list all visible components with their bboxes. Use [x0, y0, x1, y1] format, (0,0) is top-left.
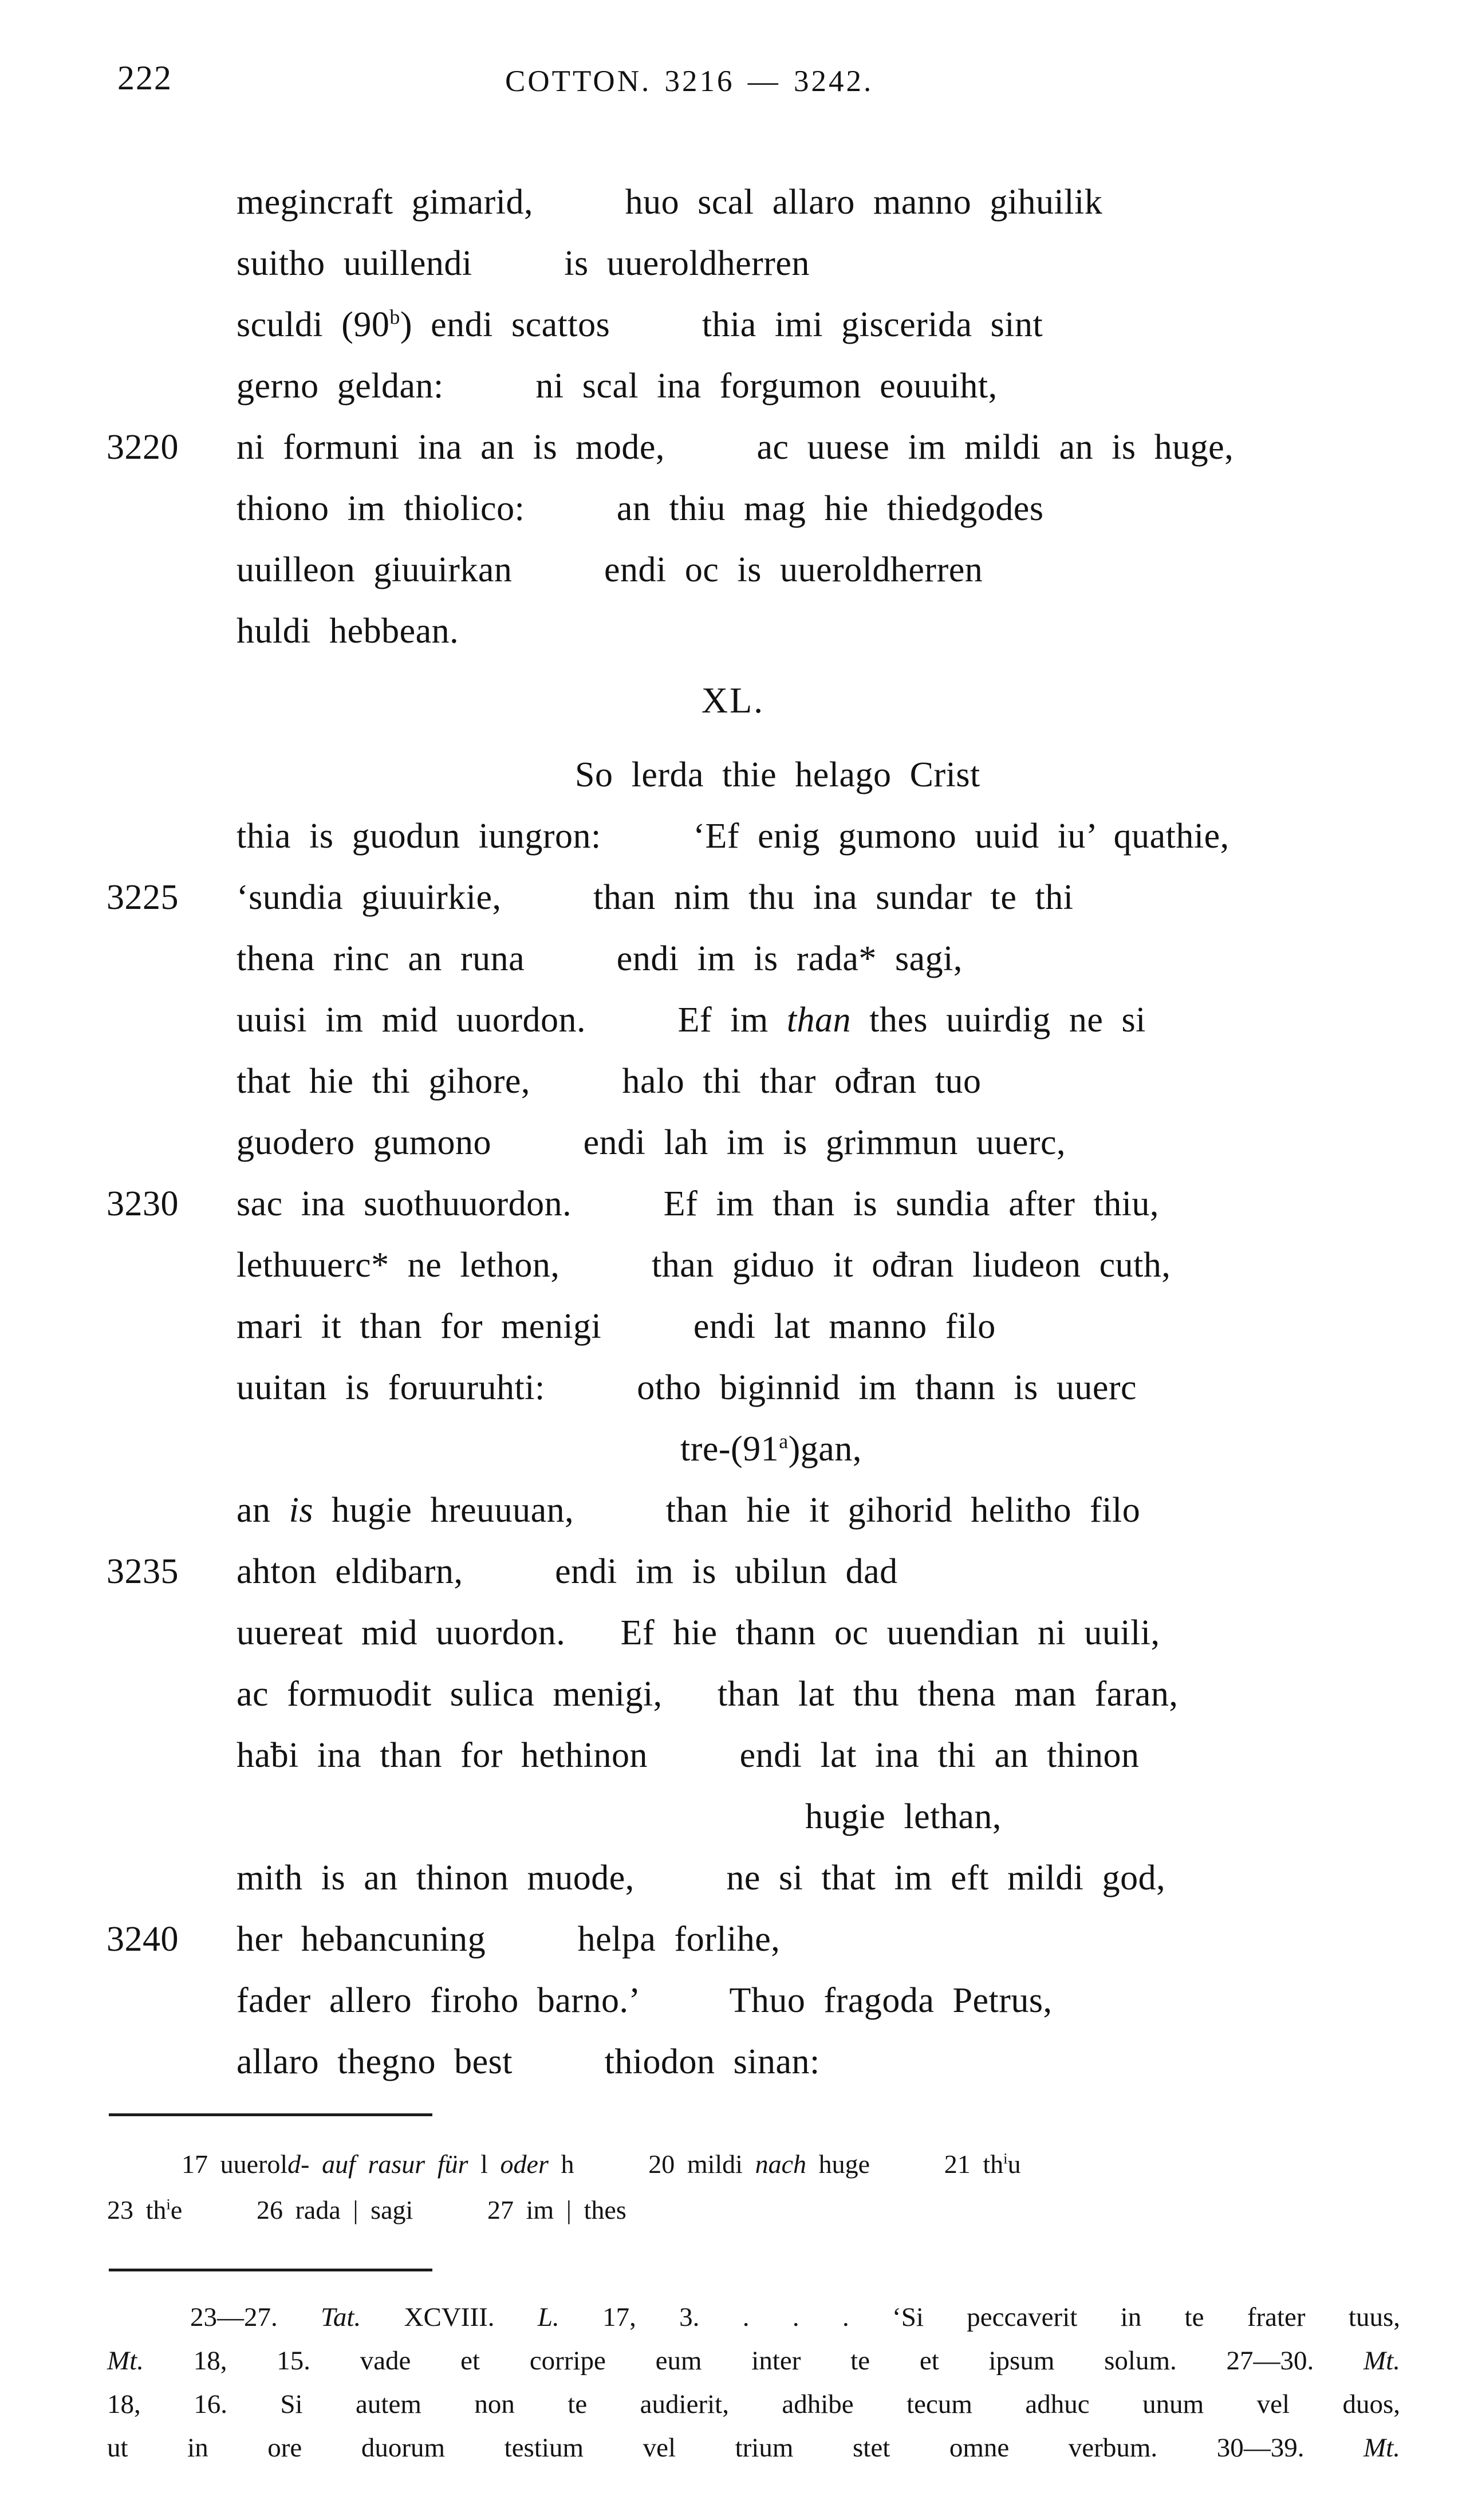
- verse-line-number: 3235: [107, 1552, 179, 1591]
- verse-line-text: [237, 1970, 1052, 2031]
- superscript-text: a: [779, 1430, 789, 1453]
- text-run: sac ina suothuuordon. Ef im than is sundia after thiu,: [237, 1184, 1159, 1223]
- text-run: 23 th: [107, 2195, 167, 2224]
- superscript-text: i: [1003, 2149, 1008, 2167]
- verse-line-text: [237, 1357, 1137, 1419]
- text-run: 17, 3. . . . ‘Si peccaverit in te frater tuus,: [559, 2302, 1400, 2332]
- verse-line: [0, 540, 1466, 601]
- text-run: thena rinc an runa endi im is rada* sagi,: [237, 939, 963, 978]
- verse-line: [0, 1848, 1466, 1909]
- text-run: sculdi (90: [237, 305, 390, 344]
- text-run: thia is guodun iungron: ‘Ef enig gumono uuid iu’ quathie,: [237, 817, 1229, 856]
- text-run: XCVIII.: [361, 2302, 538, 2332]
- text-run: 23—27.: [190, 2302, 321, 2332]
- verse-line: [0, 745, 1466, 806]
- verse-line: [0, 417, 1466, 478]
- verse-line-text: [237, 1235, 1171, 1296]
- verse-line-text: [680, 1419, 862, 1480]
- text-run: ac formuodit sulica menigi, than lat thu thena man faran,: [237, 1675, 1179, 1714]
- verse-line-number: 3230: [107, 1184, 179, 1223]
- sources-separator-rule: [109, 2269, 432, 2271]
- source-notes: [107, 2295, 1400, 2470]
- text-run: 17 uuerol: [182, 2149, 288, 2179]
- verse-line-text: [237, 1602, 1160, 1664]
- text-run: 18, 15. vade et corripe eum inter te et ipsum solum. 27—30.: [143, 2346, 1364, 2376]
- verse-line-text: [237, 1112, 1066, 1174]
- verse-line: [0, 2031, 1466, 2093]
- text-run: thes uuirdig ne si: [851, 1001, 1146, 1040]
- source-note-line: [107, 2339, 1400, 2383]
- text-run: haƀi ina than for hethinon endi lat ina thi an thinon: [237, 1736, 1140, 1775]
- verse-line-text: [237, 1174, 1159, 1235]
- verse-line-text: [575, 745, 980, 806]
- verse-line-text: [237, 233, 810, 294]
- verse-line-text: [237, 1051, 981, 1112]
- verse-line-text: [237, 928, 963, 990]
- text-run: e 26 rada | sagi 27 im | thes: [170, 2195, 626, 2224]
- text-run: mari it than for menigi endi lat manno filo: [237, 1307, 996, 1346]
- superscript-text: i: [166, 2195, 171, 2213]
- text-run: uuisi im mid uuordon. Ef im: [237, 1001, 787, 1040]
- verse-line-number: 3240: [107, 1920, 179, 1959]
- verse-line-text: [237, 601, 459, 662]
- verse-line: [0, 233, 1466, 294]
- verse-line-text: [237, 1296, 996, 1357]
- verse-line-text: [237, 1909, 780, 1970]
- source-note-line: [107, 2426, 1400, 2470]
- italic-text: L.: [537, 2302, 559, 2332]
- verse-line: [0, 601, 1466, 662]
- verse-line-text: [237, 356, 998, 417]
- running-header: [0, 0, 1466, 104]
- text-run: that hie thi gihore, halo thi thar ođran tuo: [237, 1062, 982, 1101]
- verse-line: [0, 1174, 1466, 1235]
- text-run: huge 21 th: [806, 2149, 1004, 2179]
- apparatus-notes: [0, 2141, 1466, 2233]
- verse-line: [0, 806, 1466, 867]
- verse-line: [0, 1909, 1466, 1970]
- verse-line: [0, 1235, 1466, 1296]
- verse-line: [0, 1480, 1466, 1541]
- verse-line: [0, 1112, 1466, 1174]
- verse-line: [0, 1296, 1466, 1357]
- verse-line-text: [237, 806, 1229, 867]
- verse-line: [0, 172, 1466, 233]
- text-run: ut in ore duorum testium vel trium stet omne verbum. 30—39.: [107, 2433, 1364, 2463]
- verse-line: [0, 1357, 1466, 1419]
- verse-line: [0, 1725, 1466, 1786]
- verse-line: [0, 1051, 1466, 1112]
- running-head-title: COTTON. 3216 — 3242.: [505, 65, 874, 98]
- verse-line-text: [237, 1541, 898, 1602]
- verse-line: [0, 1970, 1466, 2031]
- italic-text: d: [287, 2149, 301, 2179]
- text-run: gerno geldan: ni scal ina forgumon eouuiht,: [237, 367, 998, 405]
- italic-text: Mt.: [107, 2346, 144, 2376]
- verse-line-text: [237, 990, 1146, 1051]
- text-run: ) endi scattos thia imi giscerida sint: [400, 305, 1043, 344]
- source-note-line: [107, 2295, 1400, 2339]
- text-run: )gan,: [788, 1430, 862, 1468]
- verse-line: [0, 294, 1466, 356]
- text-run: thiono im thiolico: an thiu mag hie thiedgodes: [237, 489, 1044, 528]
- italic-text: Tat.: [321, 2302, 361, 2332]
- italic-text: is: [289, 1491, 313, 1530]
- text-run: uuitan is foruuruhti: otho biginnid im thann is uuerc: [237, 1368, 1137, 1407]
- text-run: 18, 16. Si autem non te audierit, adhibe tecum adhuc unum vel duos,: [107, 2389, 1400, 2419]
- verse-line-number: 3225: [107, 878, 179, 917]
- page-number: 222: [117, 59, 172, 97]
- text-run: an: [237, 1491, 289, 1530]
- verse-line-text: [237, 1664, 1178, 1725]
- verse-line-text: [237, 417, 1234, 478]
- italic-text: oder: [500, 2149, 549, 2179]
- text-run: guodero gumono endi lah im is grimmun uuerc,: [237, 1123, 1066, 1162]
- text-run: ‘sundia giuuirkie, than nim thu ina sundar te thi: [237, 878, 1074, 917]
- text-run: So lerda thie helago Crist: [575, 755, 980, 794]
- text-run: huldi hebbean.: [237, 612, 459, 651]
- italic-text: nach: [755, 2149, 806, 2179]
- section-heading: XL.: [701, 680, 765, 720]
- verse-line: [0, 1664, 1466, 1725]
- text-run: h 20 mildi: [548, 2149, 755, 2179]
- apparatus-line: [107, 2141, 1397, 2187]
- verse-line: [0, 990, 1466, 1051]
- superscript-text: b: [389, 305, 400, 329]
- verse-block-1: [0, 172, 1466, 662]
- italic-text: Mt.: [1363, 2346, 1400, 2376]
- verse-line-text: [237, 1848, 1165, 1909]
- verse-line: [0, 1602, 1466, 1664]
- verse-line-number: 3220: [107, 428, 179, 467]
- verse-line-text: [805, 1786, 1002, 1848]
- verse-line: [0, 356, 1466, 417]
- verse-line-text: [237, 2031, 820, 2093]
- verse-line-text: [237, 172, 1102, 233]
- verse-line: [0, 1786, 1466, 1848]
- text-run: mith is an thinon muode, ne si that im eft mildi god,: [237, 1858, 1166, 1897]
- text-run: u: [1007, 2149, 1021, 2179]
- source-note-line: [107, 2383, 1400, 2426]
- verse-line: [0, 928, 1466, 990]
- text-run: -: [301, 2149, 322, 2179]
- text-run: suitho uuillendi is uueroldherren: [237, 244, 810, 283]
- verse-line-text: [237, 294, 1043, 356]
- verse-line-text: [237, 540, 983, 601]
- text-run: hugie hreuuuan, than hie it gihorid helitho filo: [313, 1491, 1141, 1530]
- verse-block-2: [0, 745, 1466, 2093]
- text-run: uuilleon giuuirkan endi oc is uueroldherren: [237, 550, 983, 589]
- apparatus-separator-rule: [109, 2113, 432, 2116]
- italic-text: than: [786, 1001, 852, 1040]
- verse-line: [0, 1541, 1466, 1602]
- text-run: l: [468, 2149, 501, 2179]
- verse-line: [0, 867, 1466, 928]
- apparatus-line: [107, 2187, 1397, 2233]
- text-run: her hebancuning helpa forlihe,: [237, 1920, 781, 1959]
- verse-line: [0, 1419, 1466, 1480]
- text-run: ahton eldibarn, endi im is ubilun dad: [237, 1552, 898, 1591]
- text-run: megincraft gimarid, huo scal allaro manno gihuilik: [237, 183, 1103, 222]
- verse-line-text: [237, 1480, 1140, 1541]
- italic-text: auf rasur für: [322, 2149, 468, 2179]
- text-run: uuereat mid uuordon. Ef hie thann oc uuendian ni uuili,: [237, 1613, 1160, 1652]
- text-run: hugie lethan,: [805, 1797, 1002, 1836]
- text-run: lethuuerc* ne lethon, than giduo it ođran liudeon cuth,: [237, 1246, 1171, 1285]
- verse-line: [0, 478, 1466, 540]
- verse-line-text: [237, 1725, 1140, 1786]
- text-run: ni formuni ina an is mode, ac uuese im mildi an is huge,: [237, 428, 1234, 467]
- text-run: tre-(91: [680, 1430, 779, 1468]
- italic-text: Mt.: [1363, 2433, 1400, 2463]
- verse-line-text: [237, 478, 1043, 540]
- text-run: fader allero firoho barno.’ Thuo fragoda Petrus,: [237, 1981, 1053, 2020]
- verse-line-text: [237, 867, 1073, 928]
- text-run: allaro thegno best thiodon sinan:: [237, 2042, 820, 2081]
